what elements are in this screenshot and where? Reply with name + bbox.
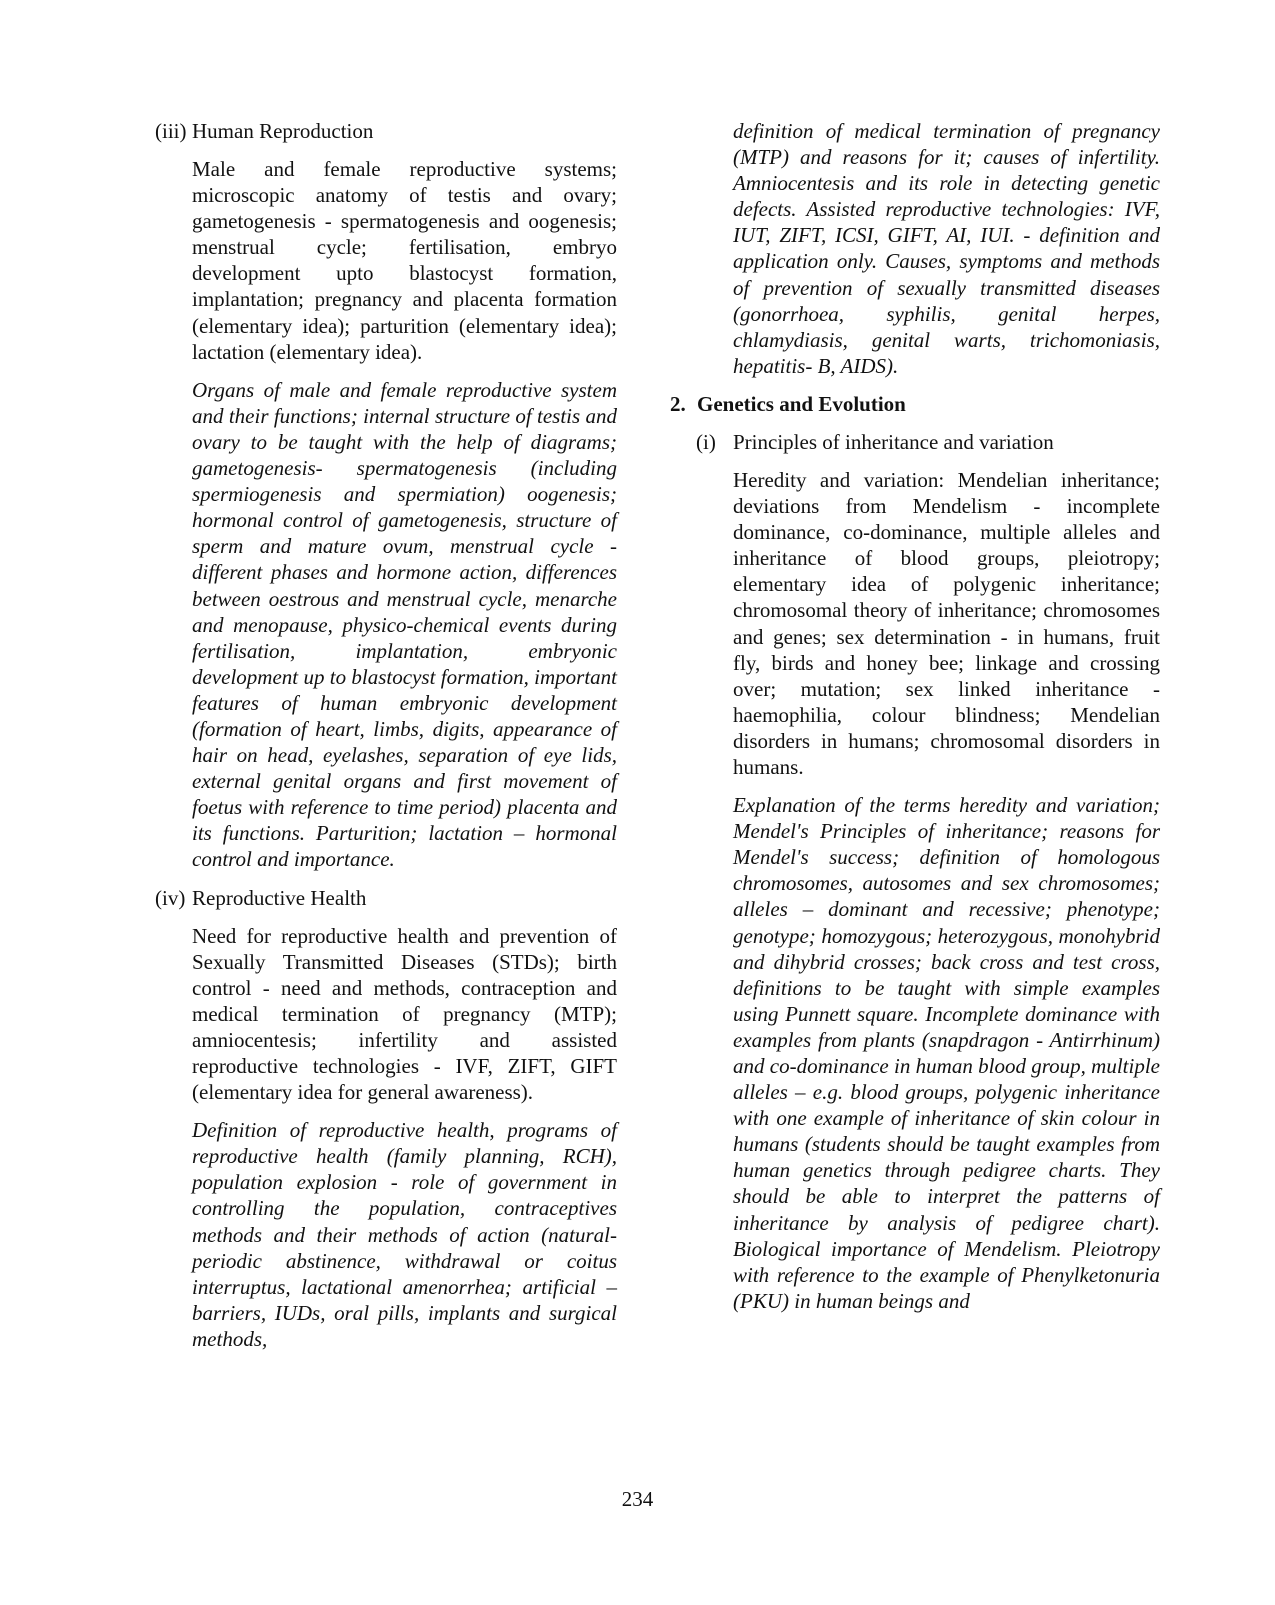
subheading-inheritance	[696, 429, 1160, 455]
reproductive-health-content: Need for reproductive health and prevention of Sexually Transmitted Diseases (STDs); birth control - need and methods, contraception and medical termination of pregnancy (MTP); amniocentesis; infertility and assisted reproductive technologies - IVF, ZIFT, GIFT (elementary idea for general awareness).	[192, 923, 617, 1105]
page-number: 234	[621, 1487, 654, 1511]
subheading-reproductive-health	[155, 885, 617, 911]
subheading-title: Reproductive Health	[192, 885, 367, 910]
section-title: Genetics and Evolution	[697, 391, 906, 416]
continued-details: definition of medical termination of pregnancy (MTP) and reasons for it; causes of infertility. Amniocentesis and its role in detecting genetic defects. Assisted reproductive technologies: IVF, IUT, ZIFT, ICSI, GIFT, AI, IUI. - definition and application only. Causes, symptoms and methods of prevention of sexually transmitted diseases (gonorrhoea, syphilis, genital herpes, chlamydiasis, genital warts, trichomoniasis, hepatitis- B, AIDS).	[733, 119, 1160, 378]
inheritance-details: Explanation of the terms heredity and variation; Mendel's Principles of inheritance; reasons for Mendel's success; definition of homologous chromosomes, autosomes and sex chromosomes; alleles – dominant and recessive; phenotype; genotype; homozygous; heterozygous, monohybrid and dihybrid crosses; back cross and test cross, definitions to be taught with simple examples using Punnett square. Incomplete dominance with examples from plants (snapdragon - Antirrhinum) and co-dominance in human blood group, multiple alleles – e.g. blood groups, polygenic inheritance with one example of inheritance of skin colour in humans (students should be taught examples from human genetics through pedigree charts. They should be able to interpret the patterns of inheritance by analysis of pedigree chart). Biological importance of Mendelism. Pleiotropy with reference to the example of Phenylketonuria (PKU) in human beings and	[733, 793, 1160, 1313]
right-column	[670, 118, 1160, 1326]
subheading-title: Principles of inheritance and variation	[733, 429, 1054, 454]
section-number: 2.	[670, 391, 686, 416]
reproductive-health-details: Definition of reproductive health, programs of reproductive health (family planning, RCH), population explosion - role of government in controlling the population, contraceptives methods and their methods of action (natural-periodic abstinence, withdrawal or coitus interruptus, lactational amenorrhea; artificial – barriers, IUDs, oral pills, implants and surgical methods,	[192, 1118, 617, 1351]
human-reproduction-content: Male and female reproductive systems; microscopic anatomy of testis and ovary; gametogenesis - spermatogenesis and oogenesis; menstrual cycle; fertilisation, embryo development upto blastocyst formation, implantation; pregnancy and placenta formation (elementary idea); parturition (elementary idea); lactation (elementary idea).	[192, 157, 617, 364]
left-column	[155, 118, 617, 1364]
human-reproduction-details: Organs of male and female reproductive system and their functions; internal structure of testis and ovary to be taught with the help of diagrams; gametogenesis- spermatogenesis (including spermiogenesis and spermiation) oogenesis; hormonal control of gametogenesis, structure of sperm and mature ovum, menstrual cycle - different phases and hormone action, differences between oestrous and menstrual cycle, menarche and menopause, physico-chemical events during fertilisation, implantation, embryonic development up to blastocyst formation, important features of human embryonic development (formation of heart, limbs, digits, appearance of hair on head, eyelashes, separation of eye lids, external genital organs and first movement of foetus with reference to time period) placenta and its functions. Parturition; lactation – hormonal control and importance.	[192, 377, 617, 872]
section-heading-genetics	[670, 391, 1160, 417]
subheading-title: Human Reproduction	[192, 119, 374, 143]
subheading-number: (iv)	[155, 885, 186, 910]
subheading-number: (iii)	[155, 119, 187, 143]
subheading-human-reproduction	[155, 118, 617, 144]
inheritance-content: Heredity and variation: Mendelian inheritance; deviations from Mendelism - incomplete dominance, co-dominance, multiple alleles and inheritance of blood groups, pleiotropy; elementary idea of polygenic inheritance; chromosomal theory of inheritance; chromosomes and genes; sex determination - in humans, fruit fly, birds and honey bee; linkage and crossing over; mutation; sex linked inheritance - haemophilia, colour blindness; Mendelian disorders in humans; chromosomal disorders in humans.	[733, 467, 1160, 779]
subheading-number: (i)	[696, 429, 716, 454]
